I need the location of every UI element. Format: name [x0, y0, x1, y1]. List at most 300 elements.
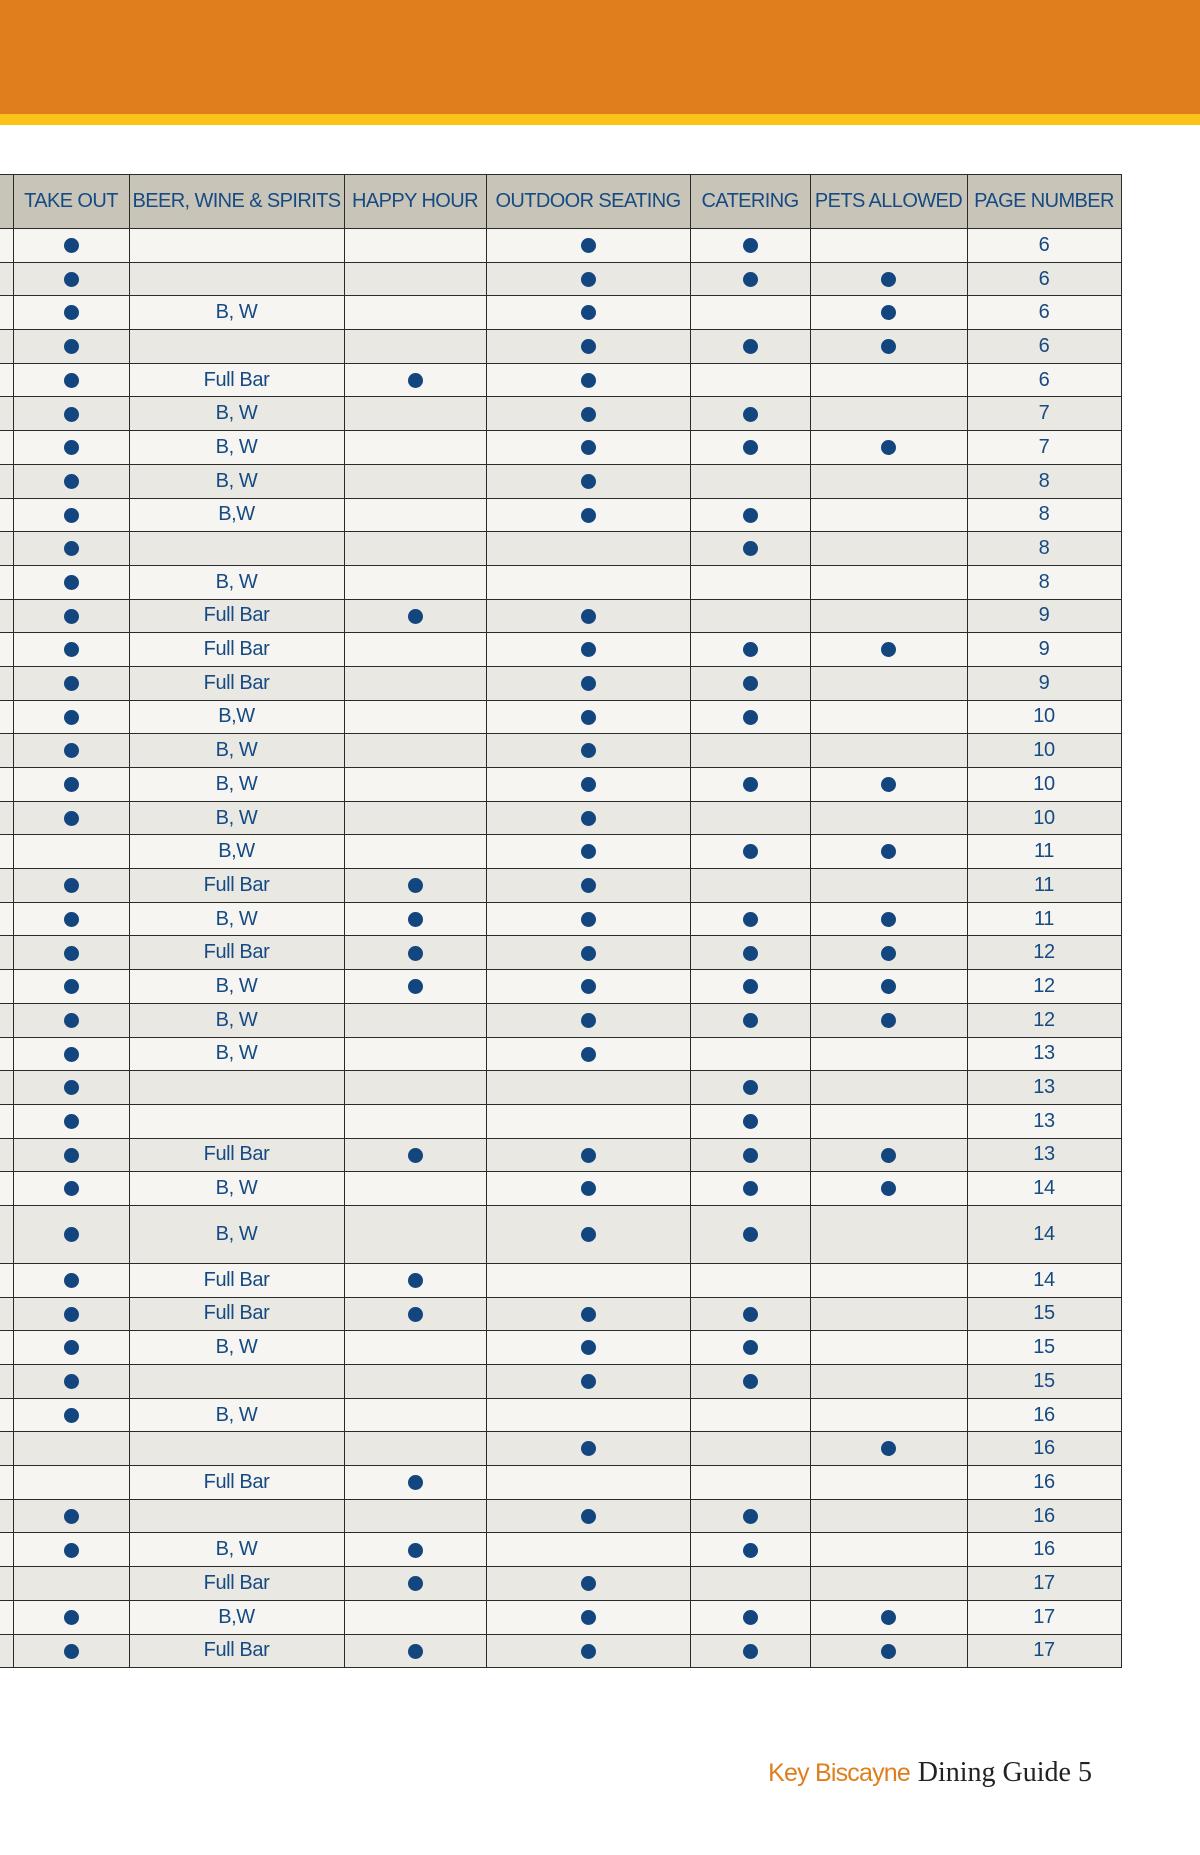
- cell-catering: [690, 1466, 810, 1500]
- cell-pets-allowed: [810, 1037, 967, 1071]
- bullet-dot-icon: [881, 305, 896, 320]
- bullet-dot-icon: [881, 339, 896, 354]
- bullet-dot-icon: [581, 1227, 596, 1242]
- table-row: [0, 1003, 1121, 1037]
- cell-take-out: [13, 1567, 129, 1601]
- cell-take-out: [13, 363, 129, 397]
- bullet-dot-icon: [743, 541, 758, 556]
- table-row: [0, 1634, 1121, 1668]
- cell-outdoor-seating: [486, 1138, 690, 1172]
- cell-take-out: [13, 970, 129, 1004]
- bullet-dot-icon: [581, 238, 596, 253]
- bullet-dot-icon: [581, 339, 596, 354]
- table-row: [0, 970, 1121, 1004]
- cell-take-out: [13, 1432, 129, 1466]
- bullet-dot-icon: [64, 272, 79, 287]
- cell-page-number: 10: [967, 801, 1121, 835]
- bullet-dot-icon: [64, 710, 79, 725]
- cell-name-edge: [0, 296, 13, 330]
- cell-name-edge: [0, 330, 13, 364]
- table-row: [0, 1499, 1121, 1533]
- bullet-dot-icon: [881, 642, 896, 657]
- cell-name-edge: [0, 970, 13, 1004]
- bullet-dot-icon: [581, 1374, 596, 1389]
- bullet-dot-icon: [581, 1340, 596, 1355]
- bullet-dot-icon: [64, 1273, 79, 1288]
- cell-outdoor-seating: [486, 397, 690, 431]
- cell-outdoor-seating: [486, 1263, 690, 1297]
- cell-page-number: 14: [967, 1172, 1121, 1206]
- cell-name-edge: [0, 1600, 13, 1634]
- cell-page-number: 8: [967, 464, 1121, 498]
- cell-page-number: 6: [967, 262, 1121, 296]
- bullet-dot-icon: [881, 1181, 896, 1196]
- cell-beer-wine-spirits: [129, 1499, 344, 1533]
- bullet-dot-icon: [743, 1340, 758, 1355]
- cell-beer-wine-spirits: B,W: [129, 1600, 344, 1634]
- cell-beer-wine-spirits: Full Bar: [129, 869, 344, 903]
- bullet-dot-icon: [881, 844, 896, 859]
- cell-pets-allowed: [810, 431, 967, 465]
- bullet-dot-icon: [743, 1307, 758, 1322]
- bullet-dot-icon: [64, 440, 79, 455]
- cell-take-out: [13, 330, 129, 364]
- bullet-dot-icon: [743, 777, 758, 792]
- cell-pets-allowed: [810, 902, 967, 936]
- bullet-dot-icon: [581, 676, 596, 691]
- cell-happy-hour: [344, 1600, 486, 1634]
- table-row: [0, 363, 1121, 397]
- cell-outdoor-seating: [486, 902, 690, 936]
- bullet-dot-icon: [743, 272, 758, 287]
- cell-outdoor-seating: [486, 363, 690, 397]
- bullet-dot-icon: [64, 1148, 79, 1163]
- cell-happy-hour: [344, 1499, 486, 1533]
- cell-happy-hour: [344, 1567, 486, 1601]
- cell-name-edge: [0, 1138, 13, 1172]
- cell-take-out: [13, 1138, 129, 1172]
- cell-take-out: [13, 869, 129, 903]
- cell-name-edge: [0, 1466, 13, 1500]
- cell-catering: [690, 1138, 810, 1172]
- cell-catering: [690, 464, 810, 498]
- cell-pets-allowed: [810, 1297, 967, 1331]
- table-body: [0, 229, 1121, 1668]
- table-row: [0, 1263, 1121, 1297]
- cell-beer-wine-spirits: Full Bar: [129, 666, 344, 700]
- cell-catering: [690, 633, 810, 667]
- bullet-dot-icon: [881, 946, 896, 961]
- bullet-dot-icon: [881, 979, 896, 994]
- cell-page-number: 11: [967, 835, 1121, 869]
- cell-catering: [690, 869, 810, 903]
- cell-happy-hour: [344, 970, 486, 1004]
- cell-outdoor-seating: [486, 229, 690, 263]
- bullet-dot-icon: [881, 272, 896, 287]
- bullet-dot-icon: [64, 1181, 79, 1196]
- bullet-dot-icon: [64, 609, 79, 624]
- cell-beer-wine-spirits: B, W: [129, 801, 344, 835]
- table-row: [0, 936, 1121, 970]
- cell-take-out: [13, 1071, 129, 1105]
- bullet-dot-icon: [64, 407, 79, 422]
- bullet-dot-icon: [743, 946, 758, 961]
- bullet-dot-icon: [881, 1610, 896, 1625]
- bullet-dot-icon: [743, 979, 758, 994]
- table-row: [0, 397, 1121, 431]
- bullet-dot-icon: [743, 1114, 758, 1129]
- cell-pets-allowed: [810, 464, 967, 498]
- cell-pets-allowed: [810, 599, 967, 633]
- cell-take-out: [13, 1365, 129, 1399]
- cell-take-out: [13, 1634, 129, 1668]
- bullet-dot-icon: [64, 238, 79, 253]
- cell-name-edge: [0, 1104, 13, 1138]
- cell-outdoor-seating: [486, 1071, 690, 1105]
- bullet-dot-icon: [64, 1408, 79, 1423]
- bullet-dot-icon: [64, 373, 79, 388]
- cell-catering: [690, 397, 810, 431]
- cell-take-out: [13, 734, 129, 768]
- bullet-dot-icon: [64, 979, 79, 994]
- cell-page-number: 14: [967, 1263, 1121, 1297]
- bullet-dot-icon: [743, 339, 758, 354]
- table-row: [0, 666, 1121, 700]
- table-row: [0, 1466, 1121, 1500]
- bullet-dot-icon: [408, 946, 423, 961]
- cell-outdoor-seating: [486, 599, 690, 633]
- bullet-dot-icon: [581, 1047, 596, 1062]
- bullet-dot-icon: [881, 1013, 896, 1028]
- cell-happy-hour: [344, 1037, 486, 1071]
- cell-take-out: [13, 1104, 129, 1138]
- cell-take-out: [13, 1600, 129, 1634]
- cell-take-out: [13, 700, 129, 734]
- bullet-dot-icon: [743, 1181, 758, 1196]
- cell-outdoor-seating: [486, 1567, 690, 1601]
- cell-take-out: [13, 936, 129, 970]
- cell-page-number: 8: [967, 498, 1121, 532]
- cell-take-out: [13, 1003, 129, 1037]
- bullet-dot-icon: [881, 1441, 896, 1456]
- cell-beer-wine-spirits: B, W: [129, 397, 344, 431]
- cell-catering: [690, 1297, 810, 1331]
- cell-pets-allowed: [810, 666, 967, 700]
- cell-beer-wine-spirits: Full Bar: [129, 1567, 344, 1601]
- cell-page-number: 7: [967, 431, 1121, 465]
- cell-catering: [690, 1172, 810, 1206]
- cell-happy-hour: [344, 363, 486, 397]
- cell-take-out: [13, 633, 129, 667]
- cell-beer-wine-spirits: B, W: [129, 902, 344, 936]
- bullet-dot-icon: [64, 1013, 79, 1028]
- cell-name-edge: [0, 498, 13, 532]
- bullet-dot-icon: [64, 508, 79, 523]
- cell-take-out: [13, 565, 129, 599]
- cell-outdoor-seating: [486, 666, 690, 700]
- bullet-dot-icon: [581, 979, 596, 994]
- cell-name-edge: [0, 1365, 13, 1399]
- bullet-dot-icon: [408, 912, 423, 927]
- cell-name-edge: [0, 936, 13, 970]
- cell-page-number: 10: [967, 768, 1121, 802]
- bullet-dot-icon: [64, 1307, 79, 1322]
- cell-catering: [690, 1104, 810, 1138]
- cell-happy-hour: [344, 1432, 486, 1466]
- bullet-dot-icon: [581, 946, 596, 961]
- cell-take-out: [13, 835, 129, 869]
- cell-page-number: 6: [967, 330, 1121, 364]
- cell-catering: [690, 1398, 810, 1432]
- bullet-dot-icon: [581, 1644, 596, 1659]
- bullet-dot-icon: [581, 1576, 596, 1591]
- bullet-dot-icon: [408, 1475, 423, 1490]
- bullet-dot-icon: [743, 1644, 758, 1659]
- bullet-dot-icon: [64, 1080, 79, 1095]
- bullet-dot-icon: [64, 305, 79, 320]
- cell-catering: [690, 936, 810, 970]
- cell-page-number: 16: [967, 1466, 1121, 1500]
- cell-outdoor-seating: [486, 464, 690, 498]
- cell-outdoor-seating: [486, 1172, 690, 1206]
- bullet-dot-icon: [64, 1644, 79, 1659]
- cell-beer-wine-spirits: [129, 1071, 344, 1105]
- cell-name-edge: [0, 700, 13, 734]
- table-row: [0, 1533, 1121, 1567]
- cell-name-edge: [0, 565, 13, 599]
- cell-happy-hour: [344, 532, 486, 566]
- bullet-dot-icon: [743, 1227, 758, 1242]
- cell-outdoor-seating: [486, 835, 690, 869]
- bullet-dot-icon: [743, 508, 758, 523]
- bullet-dot-icon: [581, 474, 596, 489]
- cell-beer-wine-spirits: B,W: [129, 498, 344, 532]
- bullet-dot-icon: [743, 1080, 758, 1095]
- cell-pets-allowed: [810, 1104, 967, 1138]
- cell-pets-allowed: [810, 498, 967, 532]
- bullet-dot-icon: [64, 642, 79, 657]
- cell-happy-hour: [344, 1634, 486, 1668]
- bullet-dot-icon: [743, 1013, 758, 1028]
- cell-pets-allowed: [810, 1365, 967, 1399]
- cell-happy-hour: [344, 936, 486, 970]
- cell-take-out: [13, 801, 129, 835]
- bullet-dot-icon: [581, 1013, 596, 1028]
- bullet-dot-icon: [881, 1148, 896, 1163]
- cell-take-out: [13, 1331, 129, 1365]
- cell-happy-hour: [344, 1138, 486, 1172]
- bullet-dot-icon: [581, 811, 596, 826]
- bullet-dot-icon: [408, 1576, 423, 1591]
- cell-take-out: [13, 666, 129, 700]
- cell-name-edge: [0, 1634, 13, 1668]
- cell-outdoor-seating: [486, 970, 690, 1004]
- cell-take-out: [13, 498, 129, 532]
- cell-outdoor-seating: [486, 1398, 690, 1432]
- header-banner: [0, 0, 1200, 114]
- cell-beer-wine-spirits: [129, 229, 344, 263]
- cell-beer-wine-spirits: B, W: [129, 1037, 344, 1071]
- table-row: [0, 1432, 1121, 1466]
- cell-catering: [690, 599, 810, 633]
- cell-pets-allowed: [810, 835, 967, 869]
- bullet-dot-icon: [743, 440, 758, 455]
- table-row: [0, 565, 1121, 599]
- bullet-dot-icon: [581, 1307, 596, 1322]
- cell-pets-allowed: [810, 1263, 967, 1297]
- header-catering: CATERING: [690, 175, 810, 229]
- cell-outdoor-seating: [486, 1104, 690, 1138]
- cell-pets-allowed: [810, 970, 967, 1004]
- cell-beer-wine-spirits: B,W: [129, 700, 344, 734]
- cell-catering: [690, 229, 810, 263]
- cell-outdoor-seating: [486, 768, 690, 802]
- cell-pets-allowed: [810, 1331, 967, 1365]
- cell-happy-hour: [344, 330, 486, 364]
- cell-name-edge: [0, 869, 13, 903]
- cell-outdoor-seating: [486, 1432, 690, 1466]
- cell-happy-hour: [344, 633, 486, 667]
- cell-pets-allowed: [810, 801, 967, 835]
- header-row: [0, 175, 1121, 229]
- cell-beer-wine-spirits: B, W: [129, 1398, 344, 1432]
- cell-happy-hour: [344, 1297, 486, 1331]
- cell-name-edge: [0, 902, 13, 936]
- bullet-dot-icon: [64, 1114, 79, 1129]
- cell-name-edge: [0, 1172, 13, 1206]
- cell-page-number: 9: [967, 666, 1121, 700]
- table-row: [0, 1172, 1121, 1206]
- header-beer-wine-spirits: BEER, WINE & SPIRITS: [129, 175, 344, 229]
- table-row: [0, 431, 1121, 465]
- cell-pets-allowed: [810, 633, 967, 667]
- cell-outdoor-seating: [486, 801, 690, 835]
- table-row: [0, 768, 1121, 802]
- cell-name-edge: [0, 1297, 13, 1331]
- cell-take-out: [13, 431, 129, 465]
- cell-beer-wine-spirits: Full Bar: [129, 363, 344, 397]
- bullet-dot-icon: [64, 541, 79, 556]
- bullet-dot-icon: [581, 1509, 596, 1524]
- bullet-dot-icon: [743, 912, 758, 927]
- bullet-dot-icon: [743, 710, 758, 725]
- cell-pets-allowed: [810, 768, 967, 802]
- cell-outdoor-seating: [486, 734, 690, 768]
- bullet-dot-icon: [581, 1610, 596, 1625]
- cell-happy-hour: [344, 734, 486, 768]
- bullet-dot-icon: [581, 508, 596, 523]
- cell-pets-allowed: [810, 1567, 967, 1601]
- bullet-dot-icon: [64, 811, 79, 826]
- cell-outdoor-seating: [486, 936, 690, 970]
- cell-happy-hour: [344, 498, 486, 532]
- bullet-dot-icon: [581, 743, 596, 758]
- footer-title: Dining Guide 5: [917, 1757, 1092, 1788]
- cell-happy-hour: [344, 464, 486, 498]
- cell-beer-wine-spirits: B, W: [129, 1172, 344, 1206]
- cell-page-number: 16: [967, 1499, 1121, 1533]
- cell-beer-wine-spirits: B, W: [129, 296, 344, 330]
- cell-name-edge: [0, 1003, 13, 1037]
- bullet-dot-icon: [408, 1148, 423, 1163]
- cell-take-out: [13, 1466, 129, 1500]
- cell-beer-wine-spirits: B, W: [129, 1205, 344, 1263]
- cell-take-out: [13, 1037, 129, 1071]
- page-footer: [768, 1756, 1092, 1789]
- cell-beer-wine-spirits: B, W: [129, 734, 344, 768]
- cell-beer-wine-spirits: Full Bar: [129, 633, 344, 667]
- cell-page-number: 13: [967, 1071, 1121, 1105]
- cell-beer-wine-spirits: [129, 1432, 344, 1466]
- cell-page-number: 17: [967, 1600, 1121, 1634]
- cell-beer-wine-spirits: [129, 1365, 344, 1399]
- cell-pets-allowed: [810, 1003, 967, 1037]
- cell-take-out: [13, 296, 129, 330]
- bullet-dot-icon: [881, 1644, 896, 1659]
- header-happy-hour: HAPPY HOUR: [344, 175, 486, 229]
- cell-page-number: 15: [967, 1365, 1121, 1399]
- bullet-dot-icon: [743, 1610, 758, 1625]
- cell-catering: [690, 330, 810, 364]
- cell-beer-wine-spirits: [129, 330, 344, 364]
- table-row: [0, 633, 1121, 667]
- cell-name-edge: [0, 229, 13, 263]
- cell-page-number: 6: [967, 296, 1121, 330]
- table-row: [0, 330, 1121, 364]
- bullet-dot-icon: [881, 912, 896, 927]
- banner-stripe: [0, 114, 1200, 125]
- bullet-dot-icon: [64, 339, 79, 354]
- table-row: [0, 835, 1121, 869]
- cell-outdoor-seating: [486, 1600, 690, 1634]
- cell-happy-hour: [344, 599, 486, 633]
- cell-catering: [690, 1567, 810, 1601]
- bullet-dot-icon: [581, 440, 596, 455]
- cell-catering: [690, 498, 810, 532]
- cell-catering: [690, 1263, 810, 1297]
- table-row: [0, 1567, 1121, 1601]
- cell-catering: [690, 768, 810, 802]
- table-row: [0, 599, 1121, 633]
- cell-take-out: [13, 532, 129, 566]
- cell-catering: [690, 1071, 810, 1105]
- cell-take-out: [13, 464, 129, 498]
- cell-outdoor-seating: [486, 262, 690, 296]
- cell-happy-hour: [344, 1172, 486, 1206]
- bullet-dot-icon: [64, 743, 79, 758]
- cell-name-edge: [0, 1037, 13, 1071]
- cell-page-number: 12: [967, 1003, 1121, 1037]
- table-row: [0, 1365, 1121, 1399]
- cell-take-out: [13, 902, 129, 936]
- cell-happy-hour: [344, 565, 486, 599]
- cell-pets-allowed: [810, 1533, 967, 1567]
- cell-catering: [690, 1037, 810, 1071]
- cell-happy-hour: [344, 1003, 486, 1037]
- cell-happy-hour: [344, 1331, 486, 1365]
- table-row: [0, 498, 1121, 532]
- cell-take-out: [13, 1172, 129, 1206]
- cell-name-edge: [0, 633, 13, 667]
- cell-page-number: 16: [967, 1533, 1121, 1567]
- cell-name-edge: [0, 397, 13, 431]
- cell-pets-allowed: [810, 363, 967, 397]
- bullet-dot-icon: [581, 272, 596, 287]
- header-cell-name-edge: [0, 175, 13, 229]
- table-row: [0, 869, 1121, 903]
- cell-happy-hour: [344, 1533, 486, 1567]
- bullet-dot-icon: [581, 878, 596, 893]
